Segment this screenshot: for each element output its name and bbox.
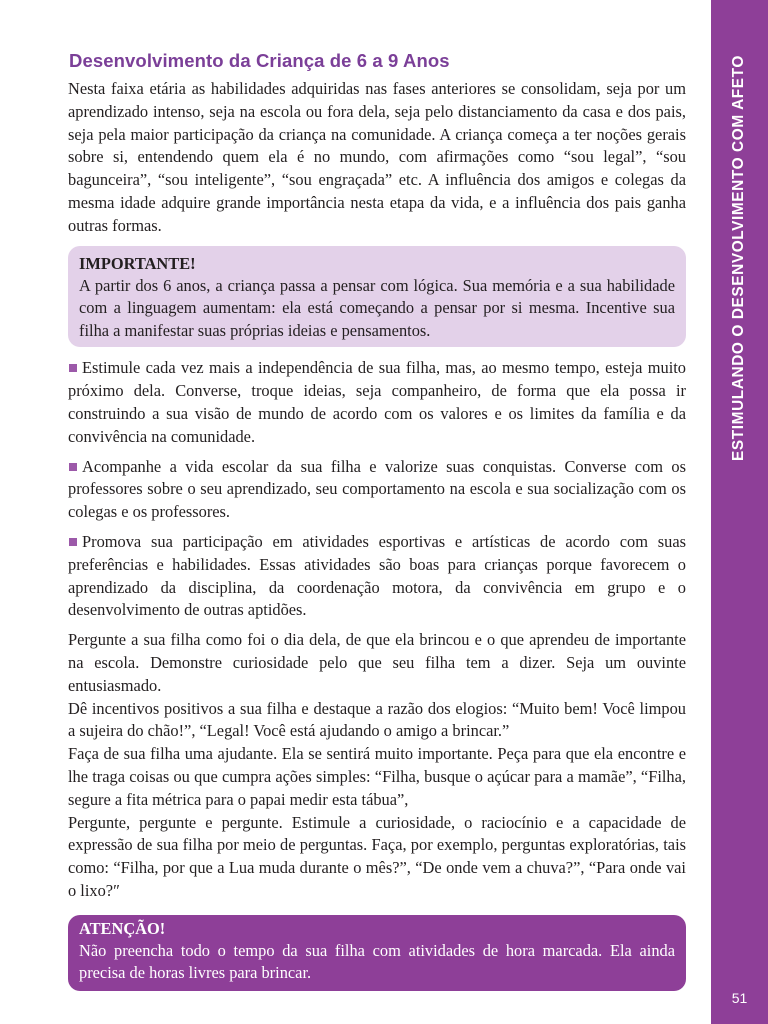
bullet-square-icon xyxy=(69,463,77,471)
paragraph-ask-about-day: Pergunte a sua filha como foi o dia dela, de que ela brincou e o que aprendeu de importante na escola. Demonstre curiosidade pelo que seu filha tem a dizer. Seja um ouvinte entusiasmado. xyxy=(68,630,686,695)
paragraph-helper: Faça de sua filha uma ajudante. Ela se sentirá muito importante. Peça para que ela encontre e lhe traga coisas ou que cumpra ações simples: “Filha, busque o açúcar para a mamãe”, “Filha, segure a fita métrica para o papai medir esta tábua”, xyxy=(68,744,686,809)
attention-box-text: Não preencha todo o tempo da sua filha com atividades de hora marcada. Ela ainda precisa de horas livres para brincar. xyxy=(79,940,675,983)
bullet-square-icon xyxy=(69,364,77,372)
bullet-text: Estimule cada vez mais a independência de sua filha, mas, ao mesmo tempo, esteja muito próximo dela. Converse, troque ideias, seja companheiro, de forma que ela possa ir construindo a sua visão de mundo de acordo com os valores e os limites da família e da convivência na comunidade. xyxy=(68,358,686,446)
chapter-side-title: ESTIMULANDO O DESENVOLVIMENTO COM AFETO xyxy=(730,55,747,461)
bullet-item xyxy=(68,456,686,524)
page-number: 51 xyxy=(731,990,748,1006)
bullet-item xyxy=(68,357,686,448)
section-title: Desenvolvimento da Criança de 6 a 9 Anos xyxy=(69,50,450,71)
paragraph-positive-incentives: Dê incentivos positivos a sua filha e destaque a razão dos elogios: “Muito bem! Você limpou a sujeira do chão!”, “Legal! Você está ajudando o amigo a brincar.” xyxy=(68,698,686,741)
bullet-square-icon xyxy=(69,538,77,546)
bullet-text: Acompanhe a vida escolar da sua filha e valorize suas conquistas. Converse com os professores sobre o seu aprendizado, seu comportamento na escola e sua socialização com os colegas e os professores. xyxy=(68,456,686,522)
important-box-title: IMPORTANTE! xyxy=(79,253,196,273)
bullet-item xyxy=(68,531,686,622)
page-content xyxy=(68,50,686,991)
attention-box xyxy=(68,915,686,992)
paragraph-ask-questions: Pergunte, pergunte e pergunte. Estimule a curiosidade, o raciocínio e a capacidade de expressão de sua filha por meio de perguntas. Faça, por exemplo, perguntas exploratórias, tais como: “Filha, por que a Lua muda durante o mês?”, “De onde vem a chuva?”, “Para onde vai o lixo?″ xyxy=(68,812,686,900)
important-box xyxy=(68,246,686,348)
attention-box-title: ATENÇÃO! xyxy=(79,918,166,938)
important-box-text: A partir dos 6 anos, a criança passa a pensar com lógica. Sua memória e a sua habilidade com a linguagem aumentam: ela está começando a pensar por si mesma. Incentive sua filha a manifestar suas próprias ideias e pensamentos. xyxy=(79,275,675,340)
bullet-text: Promova sua participação em atividades esportivas e artísticas de acordo com suas preferências e habilidades. Essas atividades são boas para crianças porque favorecem o aprendizado da disciplina, da coordenação motora, da convivência em grupo e o desenvolvimento de outras aptidões. xyxy=(68,531,686,620)
intro-paragraph: Nesta faixa etária as habilidades adquiridas nas fases anteriores se consolidam, seja por um aprendizado intenso, seja na escola ou fora dela, seja pelo distanciamento da casa e dos pais, seja pela maior participação da criança na comunidade. A criança começa a ter noções gerais sobre si, entendendo quem ela é no mundo, com afirmações como “sou legal”, “sou bagunceira”, “sou inteligente”, “sou engraçada” etc. A influência dos amigos e colegas da mesma idade adquire grande importância nesta etapa da vida, e a influência dos pais ganha outras formas. xyxy=(68,79,686,235)
